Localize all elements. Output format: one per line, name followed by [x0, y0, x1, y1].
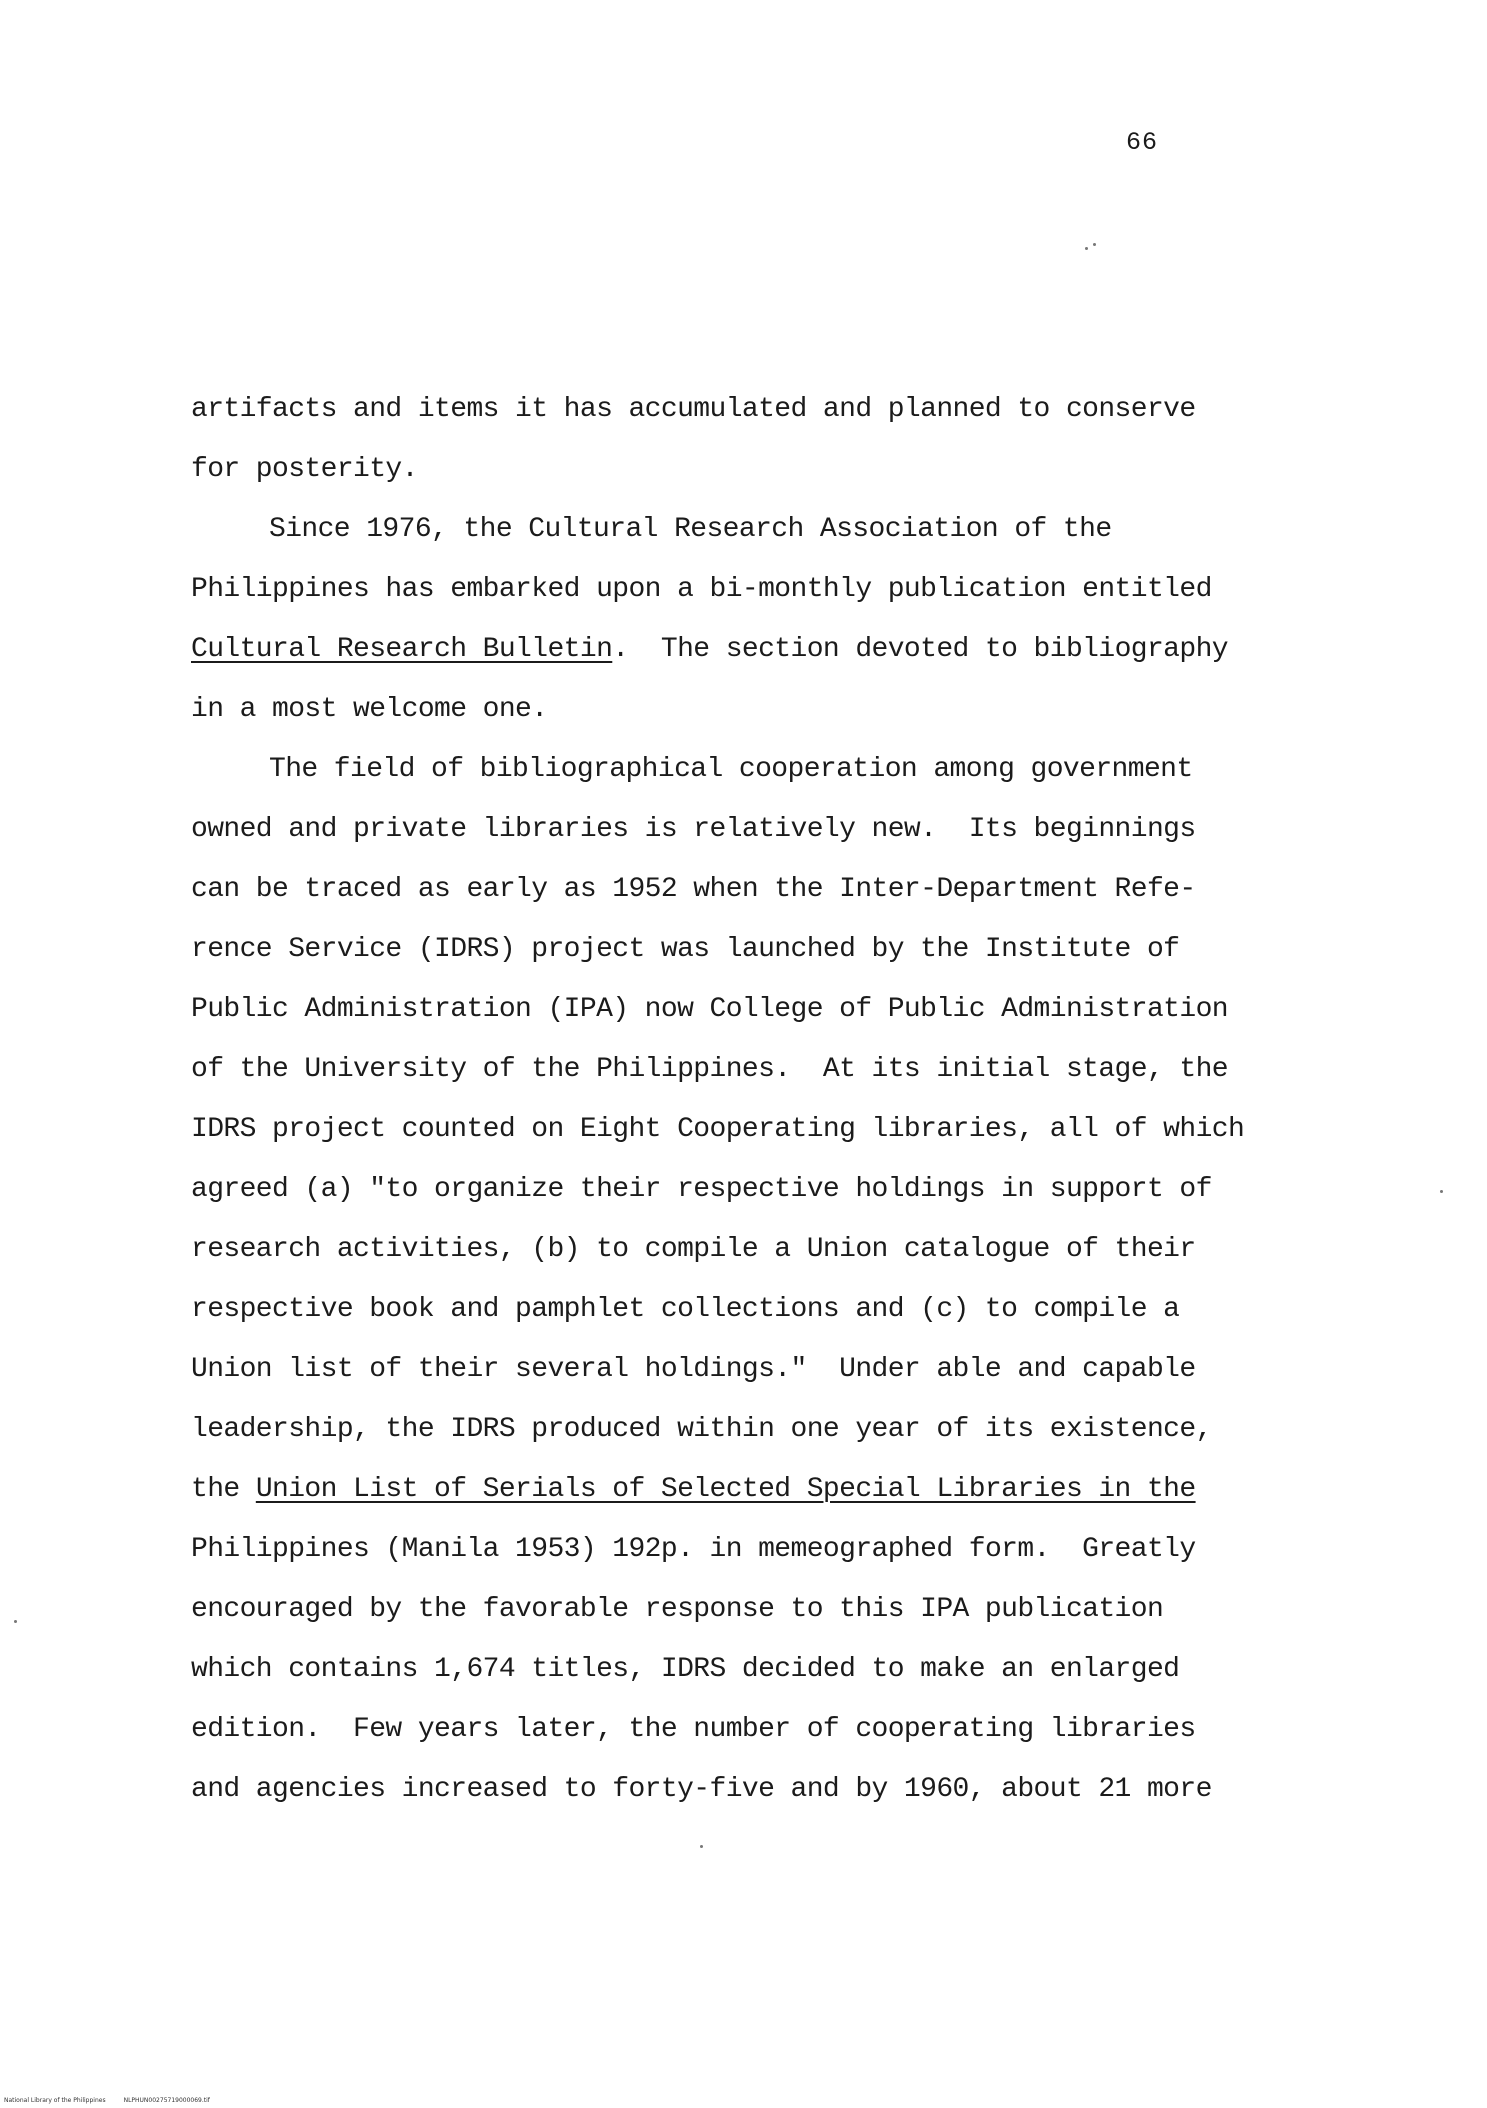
text-span: . The section devoted to bibliography	[612, 634, 1228, 665]
scan-speck	[14, 1620, 17, 1623]
text-line: Union list of their several holdings." Under able and capable	[191, 1354, 1196, 1385]
union-list-title-continued: Philippines	[191, 1534, 370, 1565]
text-line: leadership, the IDRS produced within one year of its existence,	[191, 1414, 1212, 1445]
page-number: 66	[1126, 128, 1159, 157]
text-line: edition. Few years later, the number of cooperating libraries	[191, 1714, 1196, 1745]
text-line: rence Service (IDRS) project was launched by the Institute of	[191, 934, 1180, 965]
text-line: artifacts and items it has accumulated and planned to conserve	[191, 394, 1196, 425]
text-line	[191, 1460, 1201, 1520]
text-line	[191, 620, 1228, 680]
text-line: agreed (a) "to organize their respective holdings in support of	[191, 1174, 1212, 1205]
text-line: owned and private libraries is relatively new. Its beginnings	[191, 814, 1196, 845]
text-line: Public Administration (IPA) now College of Public Administration	[191, 994, 1228, 1025]
text-line: in a most welcome one.	[191, 694, 548, 725]
text-line: encouraged by the favorable response to this IPA publication	[191, 1594, 1164, 1625]
paragraph-start-line: Since 1976, the Cultural Research Association of the	[269, 514, 1112, 545]
text-line: can be traced as early as 1952 when the Inter-Department Refe-	[191, 874, 1196, 905]
text-line: which contains 1,674 titles, IDRS decided to make an enlarged	[191, 1654, 1180, 1685]
union-list-title: Union List of Serials of Selected Special Libraries in the	[255, 1474, 1196, 1505]
text-line	[191, 1520, 1201, 1580]
scan-speck	[700, 1845, 703, 1848]
footer-source: National Library of the Philippines	[4, 2097, 106, 2104]
scan-speck	[1085, 247, 1088, 250]
body-text	[191, 380, 1245, 1820]
bulletin-title: Cultural Research Bulletin	[191, 634, 613, 665]
text-line: respective book and pamphlet collections and (c) to compile a	[191, 1294, 1180, 1325]
text-line: IDRS project counted on Eight Cooperating libraries, all of which	[191, 1114, 1245, 1145]
text-line: and agencies increased to forty-five and by 1960, about 21 more	[191, 1774, 1212, 1805]
text-span: (Manila 1953) 192p. in memeographed form. Greatly	[369, 1534, 1196, 1565]
text-span: the	[191, 1474, 256, 1505]
text-line: for posterity.	[191, 454, 418, 485]
scan-speck	[1093, 243, 1096, 246]
text-line: Philippines has embarked upon a bi-monthly publication entitled	[191, 574, 1212, 605]
scan-speck	[1440, 1190, 1443, 1193]
paragraph-start-line: The field of bibliographical cooperation among government	[269, 754, 1193, 785]
scan-footer	[4, 2097, 210, 2104]
text-line: research activities, (b) to compile a Union catalogue of their	[191, 1234, 1196, 1265]
text-line: of the University of the Philippines. At its initial stage, the	[191, 1054, 1228, 1085]
footer-file-id: NLPHUN00275719000069.tif	[123, 2097, 210, 2104]
